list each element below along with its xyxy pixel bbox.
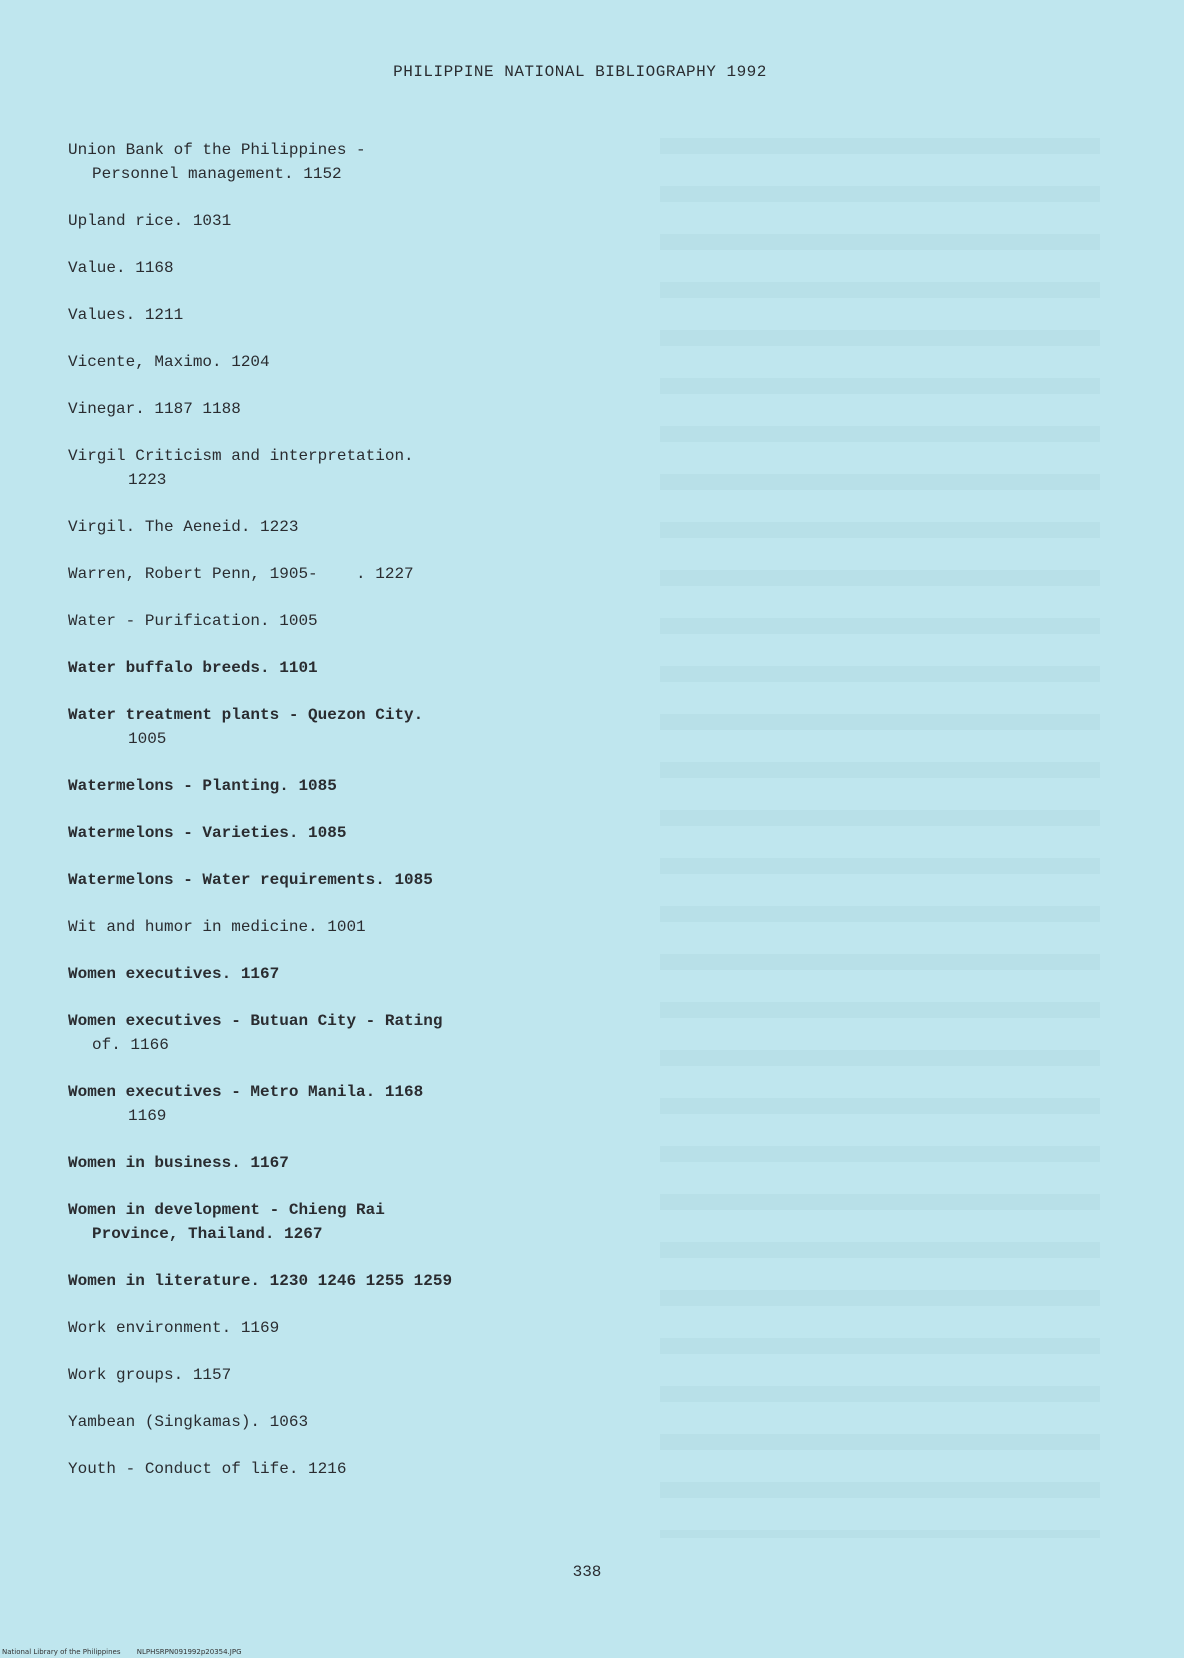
index-entry (68, 1410, 588, 1434)
entry-line: Women in literature. 1230 1246 1255 1259 (68, 1272, 453, 1290)
entry-line: Work environment. 1169 (68, 1319, 280, 1337)
entry-line: Women executives - Metro Manila. 1168 (68, 1083, 424, 1101)
entry-line: Value. 1168 (68, 259, 174, 277)
entry-line: Watermelons - Water requirements. 1085 (68, 871, 433, 889)
entry-line: Water - Purification. 1005 (68, 612, 318, 630)
index-entry (68, 868, 588, 892)
index-entry (68, 350, 588, 374)
index-entry (68, 1269, 588, 1293)
index-entry (68, 656, 588, 680)
entry-line: Values. 1211 (68, 306, 184, 324)
index-entry (68, 1363, 588, 1387)
page-title: PHILIPPINE NATIONAL BIBLIOGRAPHY 1992 (393, 63, 767, 81)
entry-line: Yambean (Singkamas). 1063 (68, 1413, 309, 1431)
footer-library: National Library of the Philippines (2, 1648, 121, 1656)
index-entry (68, 303, 588, 327)
index-entry (68, 1080, 588, 1128)
entry-continuation: 1223 (128, 471, 167, 489)
index-entry (68, 138, 588, 186)
entry-line: Wit and humor in medicine. 1001 (68, 918, 366, 936)
entry-line: Work groups. 1157 (68, 1366, 232, 1384)
index-entry (68, 609, 588, 633)
entry-line: Women executives. 1167 (68, 965, 280, 983)
entry-line: Virgil. The Aeneid. 1223 (68, 518, 299, 536)
entry-line: Virgil Criticism and interpretation. (68, 447, 414, 465)
entry-continuation: 1169 (128, 1107, 167, 1125)
entry-line: Upland rice. 1031 (68, 212, 232, 230)
entry-line: Watermelons - Planting. 1085 (68, 777, 337, 795)
entry-line: Water treatment plants - Quezon City. (68, 706, 424, 724)
index-entry (68, 397, 588, 421)
entry-continuation: Personnel management. 1152 (92, 165, 342, 183)
index-entry (68, 256, 588, 280)
entry-line: Vinegar. 1187 1188 (68, 400, 241, 418)
entry-line: Women executives - Butuan City - Rating (68, 1012, 443, 1030)
entry-line: Union Bank of the Philippines - (68, 141, 366, 159)
index-entry (68, 1009, 588, 1057)
footer-file: NLPHSRPN091992p20354.JPG (136, 1648, 242, 1656)
page-number: 338 (572, 1563, 602, 1581)
entry-continuation: of. 1166 (92, 1036, 169, 1054)
entry-line: Vicente, Maximo. 1204 (68, 353, 270, 371)
index-entry (68, 444, 588, 492)
index-entry (68, 821, 588, 845)
entry-continuation: Province, Thailand. 1267 (92, 1225, 323, 1243)
index-entry (68, 774, 588, 798)
index-entry (68, 915, 588, 939)
entry-line: Water buffalo breeds. 1101 (68, 659, 318, 677)
scan-footer (2, 1648, 242, 1656)
entry-line: Women in business. 1167 (68, 1154, 289, 1172)
entry-line: Youth - Conduct of life. 1216 (68, 1460, 347, 1478)
entry-line: Warren, Robert Penn, 1905- . 1227 (68, 565, 414, 583)
index-entry (68, 562, 588, 586)
index-entry (68, 1316, 588, 1340)
bleed-through-column (660, 138, 1100, 1538)
index-entry (68, 703, 588, 751)
index-entry (68, 1151, 588, 1175)
entry-line: Women in development - Chieng Rai (68, 1201, 385, 1219)
index-entries (68, 138, 588, 1504)
index-entry (68, 1457, 588, 1481)
index-entry (68, 209, 588, 233)
index-entry (68, 1198, 588, 1246)
index-entry (68, 962, 588, 986)
entry-continuation: 1005 (128, 730, 167, 748)
index-entry (68, 515, 588, 539)
entry-line: Watermelons - Varieties. 1085 (68, 824, 347, 842)
